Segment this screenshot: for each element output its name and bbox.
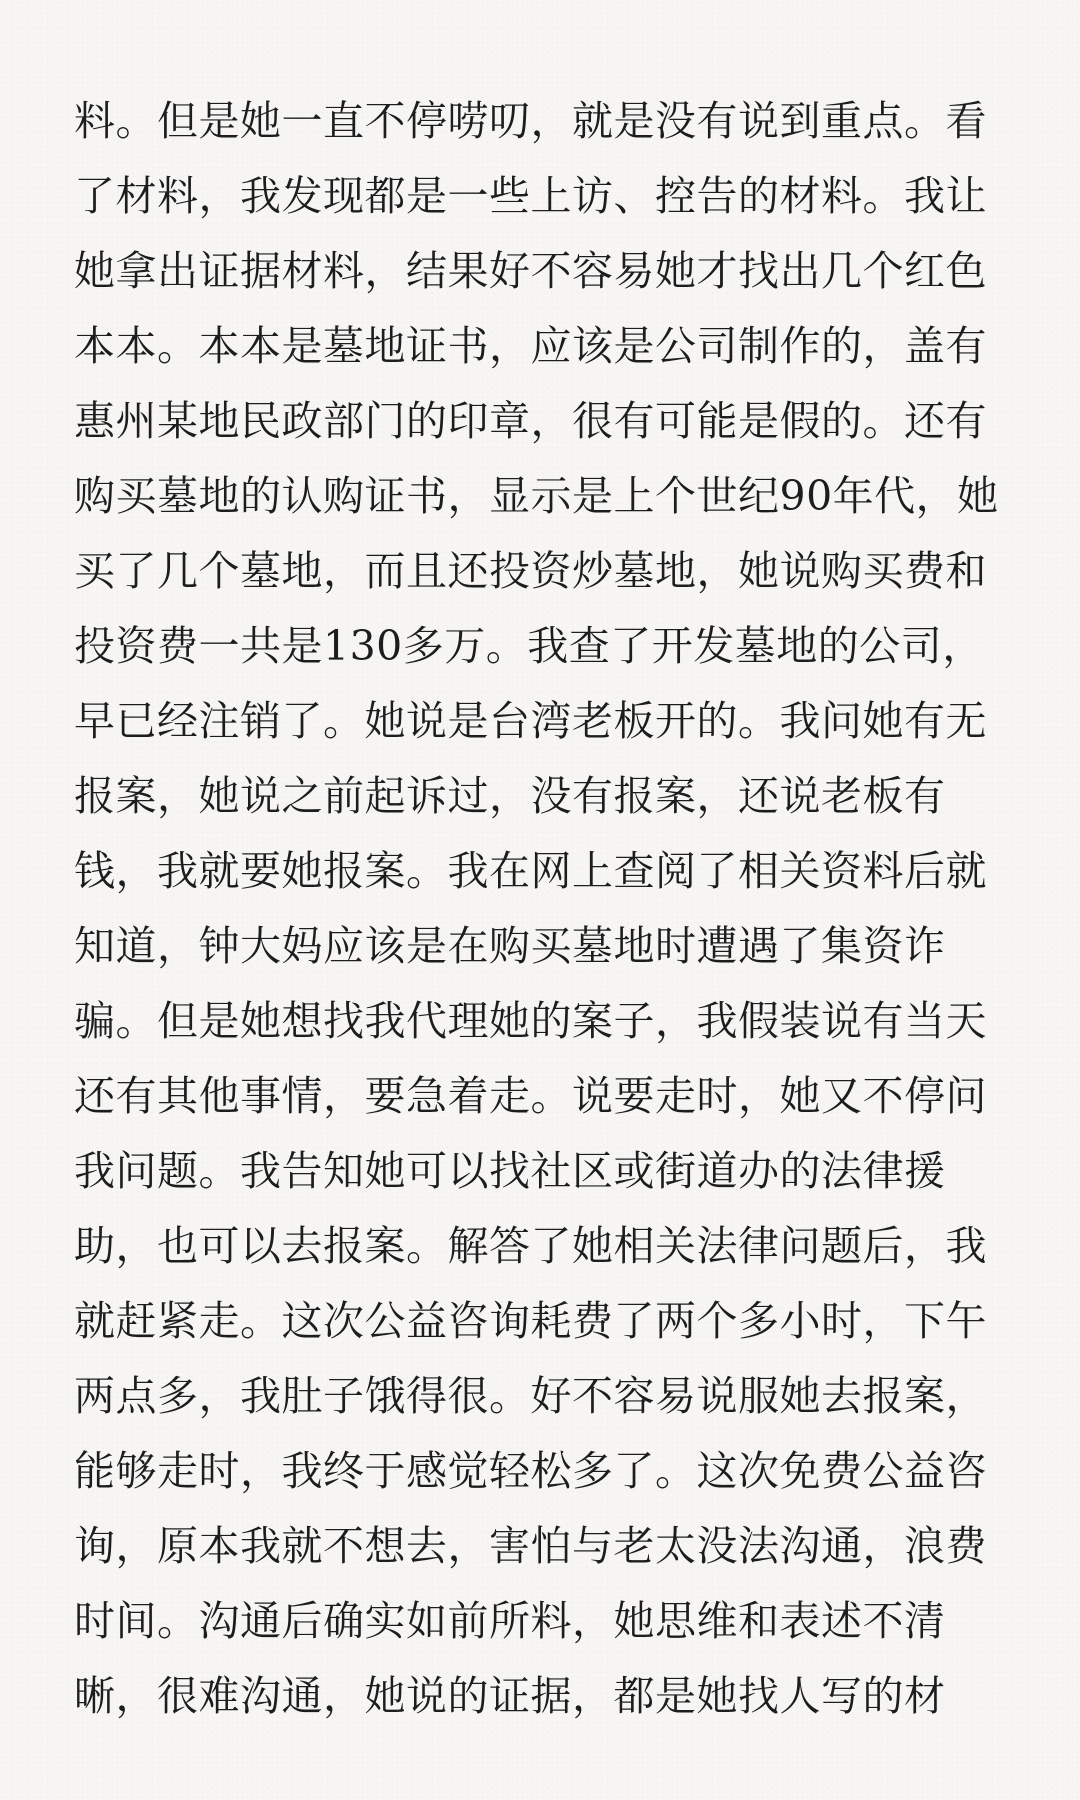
text-line: 晰，很难沟通，她说的证据，都是她找人写的材 bbox=[74, 1672, 946, 1720]
text-line: 就赶紧走。这次公益咨询耗费了两个多小时，下午 bbox=[74, 1297, 987, 1345]
text-line: 惠州某地民政部门的印章，很有可能是假的。还有 bbox=[74, 397, 987, 445]
text-line: 买了几个墓地，而且还投资炒墓地，她说购买费和 bbox=[74, 547, 987, 595]
text-line: 本本。本本是墓地证书，应该是公司制作的，盖有 bbox=[74, 322, 987, 370]
text-line: 购买墓地的认购证书，显示是上个世纪90年代，她 bbox=[74, 472, 999, 520]
text-line: 了材料，我发现都是一些上访、控告的材料。我让 bbox=[74, 172, 987, 220]
body-text bbox=[74, 84, 1014, 1734]
text-line: 能够走时，我终于感觉轻松多了。这次免费公益咨 bbox=[74, 1447, 987, 1495]
text-line: 两点多，我肚子饿得很。好不容易说服她去报案， bbox=[74, 1372, 987, 1420]
text-line: 时间。沟通后确实如前所料，她思维和表述不清 bbox=[74, 1597, 946, 1645]
text-line: 我问题。我告知她可以找社区或街道办的法律援 bbox=[74, 1147, 946, 1195]
text-line: 投资费一共是130多万。我查了开发墓地的公司， bbox=[74, 622, 984, 670]
text-line: 她拿出证据材料，结果好不容易她才找出几个红色 bbox=[74, 247, 987, 295]
text-line: 知道，钟大妈应该是在购买墓地时遭遇了集资诈 bbox=[74, 922, 946, 970]
text-line: 还有其他事情，要急着走。说要走时，她又不停问 bbox=[74, 1072, 987, 1120]
text-line: 钱，我就要她报案。我在网上查阅了相关资料后就 bbox=[74, 847, 987, 895]
text-line: 骗。但是她想找我代理她的案子，我假装说有当天 bbox=[74, 997, 987, 1045]
text-line: 询，原本我就不想去，害怕与老太没法沟通，浪费 bbox=[74, 1522, 987, 1570]
text-line: 助，也可以去报案。解答了她相关法律问题后，我 bbox=[74, 1222, 987, 1270]
text-line: 料。但是她一直不停唠叨，就是没有说到重点。看 bbox=[74, 97, 987, 145]
text-line: 报案，她说之前起诉过，没有报案，还说老板有 bbox=[74, 772, 946, 820]
text-line: 早已经注销了。她说是台湾老板开的。我问她有无 bbox=[74, 697, 987, 745]
